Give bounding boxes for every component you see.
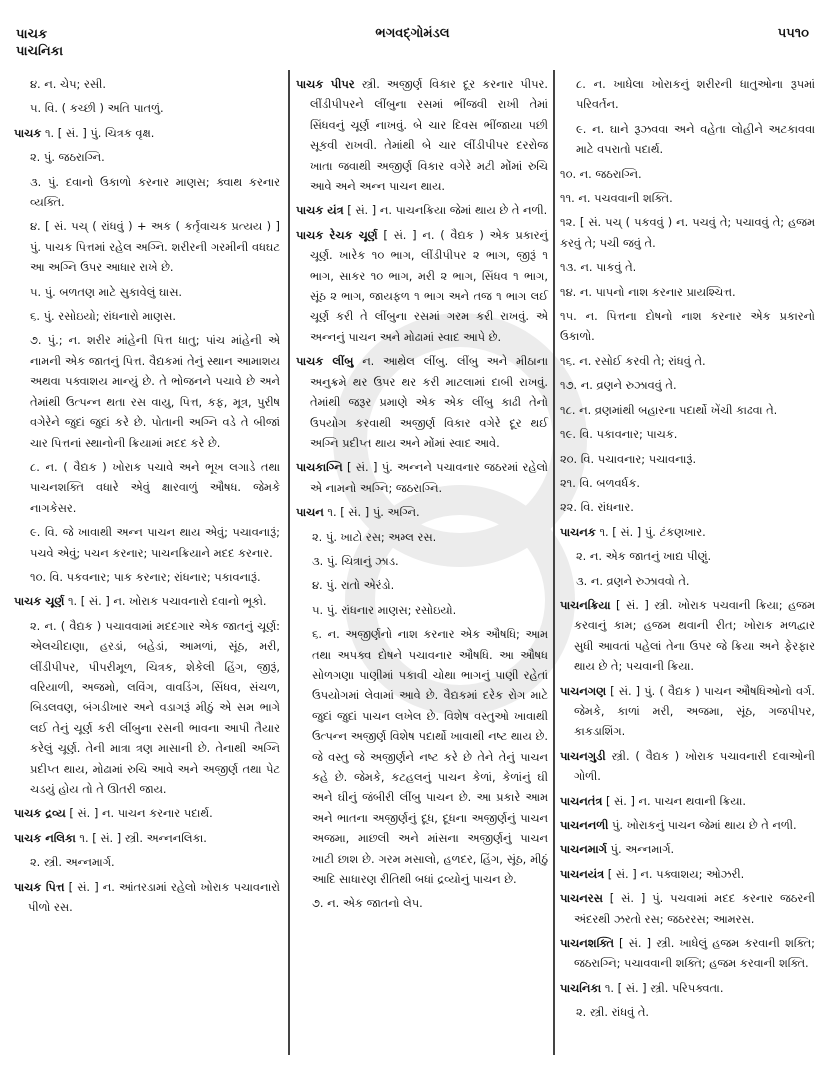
- sense-item: ૨. ન. એક જાતનું ખાદ્ય પીણું.: [576, 549, 712, 564]
- sense-item: ૧૭. ન. વ્રણને રુઝાવવું તે.: [560, 378, 677, 393]
- definition: ૧. [ સં. ] સ્ત્રી. પરિપક્વતા.: [601, 980, 724, 995]
- dictionary-entry: [296, 502, 548, 522]
- sense-item: ૨૦. વિ. પચાવનાર; પચાવનારૂં.: [560, 451, 697, 466]
- headword: પાચક પિત્ત: [14, 879, 65, 894]
- headword: પાચનિકા: [560, 980, 602, 995]
- sense-item: ૫. પું. બળતણ માટે સુકાવેલું ઘાસ.: [30, 284, 183, 299]
- sense-item: ૨. પું. ખાટો રસ; અમ્લ રસ.: [312, 529, 437, 544]
- headword: પાચનગણ: [560, 683, 607, 698]
- headword: પાચક નલિકા: [14, 830, 76, 845]
- headword: પાચનક: [560, 524, 596, 539]
- headword: પાચન: [296, 505, 324, 520]
- column-divider-2: [553, 70, 555, 1055]
- definition: ૧. [ સં. ] પું. અગ્નિ.: [323, 505, 420, 520]
- guide-word-last: પાચનિકા: [16, 44, 64, 59]
- sense-item: ૨૨. વિ. રાંધનાર.: [560, 500, 634, 515]
- page-header: [0, 26, 825, 70]
- definition: [ સં. ] ન. પાચન થવાની ક્રિયા.: [602, 793, 747, 808]
- definition: [ સં. ] સ્ત્રી. ખોરાક પચવાની ક્રિયા; હજમ કરવાનું કામ; હજમ થવાની રીત; ખોરાક મળદ્વાર સુધી આવતાં પહેલાં તેના ઉપર જે ક્રિયા અને ફેરફાર થાય છે તે; પચવાની ક્રિયા.: [574, 597, 815, 674]
- sense-item: ૧૨. [ સં. પચ્ ( પકવવું ) ન. પચવું તે; પચાવવું તે; હજમ કરવું તે; પચી જવું તે.: [560, 215, 815, 250]
- sense-item: ૧૦. વિ. પકવનાર; પાક કરનાર; રાંધનાર; પકાવનારૂં.: [30, 569, 261, 584]
- dictionary-entry: [560, 522, 815, 542]
- sense-item: ૧૦. ન. જઠરાગ્નિ.: [560, 166, 642, 181]
- definition: સ્ત્રી. અજીર્ણ વિકાર દૂર કરનાર પીપર. લીંડીપીપરને લીંબુના રસમાં ભીંજવી રાખી તેમાં સિંધવનું ચૂર્ણ નાખવું. બે ચાર દિવસ ભીંજાયા પછી સૂકવી રાખવી. તેમાંથી બે ચાર લીંડીપીપર દરરોજ ખાતા જવાથી અજીર્ણ વિકાર વગેરે મટી મોંમાં રુચિ આવે અને અન્ન પાચન થાય.: [310, 77, 548, 194]
- headword: પાચક પીપર: [296, 77, 355, 91]
- dictionary-entry: [14, 828, 280, 848]
- definition: [ સં. ] પું. અન્નને પચાવનાર જઠરમાં રહેલો એ નામનો અગ્નિ; જઠરાગ્નિ.: [310, 460, 548, 495]
- sense-item: ૪. પું. રાતો એરંડો.: [312, 578, 395, 593]
- headword: પાચનગુડી: [560, 748, 606, 763]
- definition: [ સં. ] પું. ( વૈદ્યક ) પાચન ઔષધિઓનો વર્ગ. જેમકે, કાળાં મરી, અજમા, સૂંઠ, ગજપીપર, કાકડાશિંગ.: [574, 683, 815, 739]
- dictionary-entry: [560, 864, 815, 884]
- definition: ૧. [ સં. ] પું. ટંકણખાર.: [595, 524, 706, 539]
- dictionary-entry: [560, 746, 815, 787]
- dictionary-entry: [560, 839, 815, 859]
- sense-item: ૬. પું. રસોઇયો; રાંધનારો માણસ.: [30, 309, 176, 324]
- sense-item: ૩. પું. ચિત્રાનું ઝાડ.: [312, 553, 399, 568]
- definition: [ સં. ] ન. પાચનક્રિયા જેમાં થાય છે તે નળી.: [343, 203, 548, 218]
- sense-item: ૨. સ્ત્રી. રાંધવું તે.: [576, 1005, 650, 1020]
- sense-item: ૫. વિ. ( કચ્છી ) અતિ પાતળું.: [30, 101, 164, 116]
- column-2: [296, 74, 548, 918]
- headword: પાચનરસ: [560, 891, 603, 906]
- definition: પું. અન્નમાર્ગ.: [606, 842, 675, 857]
- dictionary-entry: [296, 225, 548, 347]
- sense-item: ૧૫. ન. પિત્તના દોષનો નાશ કરનાર એક પ્રકારનો ઉકાળો.: [560, 309, 815, 344]
- dictionary-entry: [14, 803, 280, 823]
- dictionary-entry: [14, 591, 280, 611]
- definition: [ સં. ] ન. પક્વાશય; ઓઝરી.: [604, 866, 745, 881]
- page-number: ૫૫૧૦: [777, 26, 809, 41]
- guide-word-first: પાચક: [16, 27, 48, 42]
- sense-item: ૧૬. ન. રસોઈ કરવી તે; રાંધવું તે.: [560, 353, 706, 368]
- definition: ૧. [ સં. ] પું. ચિત્રક વૃક્ષ.: [41, 125, 155, 140]
- sense-item: ૧૩. ન. પાકવું તે.: [560, 260, 637, 275]
- headword: પાચક: [14, 125, 42, 140]
- sense-item: ૩. પું. દવાનો ઉકાળો કરનાર માણસ; ક્વાથ કરનાર વ્યક્તિ.: [30, 174, 280, 210]
- definition: ૧. [ સં. ] ન. ખોરાક પચાવનારો દવાનો ભૂકો.: [64, 594, 267, 609]
- dictionary-entry: [560, 815, 815, 835]
- headword: પાચનક્રિયા: [560, 597, 611, 612]
- sense-item: ૫. પું. રાંધનાર માણસ; રસોઇયો.: [312, 602, 457, 617]
- headword: પાચનમાર્ગ: [560, 842, 607, 857]
- headword: પાચનનળી: [560, 818, 609, 832]
- sense-item: ૧૪. ન. પાપનો નાશ કરનાર પ્રાયશ્ચિત્ત.: [560, 284, 736, 299]
- headword: પાચનયંત્ર: [560, 866, 605, 881]
- headword: પાચક લીંબુ: [296, 354, 354, 369]
- column-3: [560, 74, 815, 1027]
- dictionary-entry: [560, 595, 815, 677]
- dictionary-entry: [14, 877, 280, 918]
- sense-item: ૮. ન. ( વૈદ્યક ) ખોરાક પચાવે અને ભૂખ લગાડે તથા પાચનશક્તિ વધારે એવું ક્ષારવાળું ઔષધ. જેમકે નાગકેસર.: [30, 459, 280, 515]
- definition: પું. ખોરાકનું પાચન જેમાં થાય છે તે નળી.: [608, 818, 797, 832]
- definition: [ સં. ] ન. આંતરડામાં રહેલો ખોરાક પચાવનારો પીળો રસ.: [28, 879, 280, 915]
- sense-item: ૧૮. ન. વ્રણમાંથી બહારના પદાર્થો ખેંચી કાઢવા તે.: [560, 402, 778, 417]
- sense-item: ૮. ન. ખાધેલા ખોરાકનું શરીરની ધાતુઓના રૂપમાં પરિવર્તન.: [576, 77, 815, 112]
- sense-item: ૭. પું.; ન. શરીર માંહેની પિત્ત ધાતુ; પાંચ માંહેની એ નામની એક જાતનું પિત્ત. વૈદ્યકમાં તેનું સ્થાન આમાશય અથવા પક્વાશય માન્યું છે. તે ભોજનને પચાવે છે અને તેમાંથી ઉત્પન્ન થતા રસ વાયુ, પિત્ત, કફ, મૂત્ર, પુરીષ વગેરેને જુદાં જુદાં કરે છે. પોતાની અગ્નિ વડે તે બીજાં ચાર પિત્તનાં સ્થાનોની ક્રિયામાં મદદ કરે છે.: [30, 333, 280, 450]
- dictionary-entry: [296, 200, 548, 220]
- definition: [ સં. ] ન. ( વૈદ્યક ) એક પ્રકારનું ચૂર્ણ. ખારેક ૧૦ ભાગ, લીંડીપીપર ૨ ભાગ, જીરૂં ૧ ભાગ, સાકર ૧૦ ભાગ, મરી ૨ ભાગ, સિંધવ ૧ ભાગ, સૂંઠ ૨ ભાગ, જાયફળ ૧ ભાગ અને તજ ૧ ભાગ લઈ ચૂર્ણ કરી તે લીંબુના રસમાં ગરમ કરી રાખવું. એ અન્નનું પાચન અને મોઢામાં સ્વાદ આપે છે.: [310, 227, 548, 344]
- sense-item: ૬. ન. અજીર્ણનો નાશ કરનાર એક ઔષધિ; આમ તથા અપક્વ દોષને પચાવનાર ઔષધિ. આ ઔષધ સોળગણા પાણીમાં પકાવી ચોથા ભાગનું પાણી રહેતાં ઉપયોગમાં લેવામાં આવે છે. વૈદ્યકમાં દરેક રોગ માટે જુદાં જુદાં પાચન લખેલ છે. વિશેષ વસ્તુઓ ખાવાથી ઉત્પન્ન અજીર્ણ વિશેષ પદાર્થો ખાવાથી નષ્ટ થાય છે. જે વસ્તુ જે અજીર્ણને નષ્ટ કરે છે તેને તેનું પાચન કહે છે. જેમકે, કટહલનું પાચન કેળાં, કેળાંનું ઘી અને ઘીનું જંબીરી લીંબુ પાચન છે. આ પ્રકારે આમ અને ભાતના અજીર્ણનું દૂધ, દૂધના અજીર્ણનું પાચન અજમા, માછલી અને માંસના અજીર્ણનું પાચન ખાટી છાશ છે. ગરમ મસાલો, હળદર, હિંગ, સૂંઠ, મીઠું આદિ સાધારણ રીતિથી બધાં દ્રવ્યોનું પાચન છે.: [312, 627, 548, 887]
- definition: [ સં. ] પું. પચવામાં મદદ કરનાર જઠરની અંદરથી ઝરતો રસ; જઠરરસ; આમરસ.: [574, 891, 815, 926]
- dictionary-entry: [560, 791, 815, 811]
- sense-item: ૨. પું. જઠરાગ્નિ.: [30, 150, 105, 165]
- sense-item: ૯. વિ. જે ખાવાથી અન્ન પાચન થાય એવું; પચાવનારૂં; પચવે એવું; પચન કરનાર; પાચનક્રિયાને મદદ કરનાર.: [30, 525, 280, 560]
- sense-item: ૨. ન. ( વૈદ્યક ) પચાવવામાં મદદગાર એક જાતનું ચૂર્ણ: એલચીદાણા, હરડાં, બહેડાં, આમળાં, સૂંઠ, મરી, લીંડીપીપર, પીપરીમૂળ, ચિત્રક, શેકેલી હિંગ, જીરૂં, વરિયાળી, અજમો, લવિંગ, વાવડિંગ, સિંધવ, સંચળ, બિડલવણ, બંગડીખાર અને વડાગરૂં મીઠું એ સમ ભાગે લઈ તેનું ચૂર્ણ કરી લીંબુના રસની ભાવના આપી તૈયાર કરેલું ચૂર્ણ. તેની માત્રા ત્રણ માસાની છે. તેનાથી અગ્નિ પ્રદીપ્ત થાય, મોઢામાં રુચિ આવે અને અજીર્ણ તથા પેટ ચડયું હોય તો તે ઊતરી જાય.: [30, 618, 280, 796]
- dictionary-entry: [296, 457, 548, 498]
- sense-item: ૯. ન. ઘાને રૂઝવવા અને વહેતા લોહીને અટકાવવા માટે વપરાતો પદાર્થ.: [576, 121, 815, 157]
- definition: સ્ત્રી. ( વૈદ્યક ) ખોરાક પચાવનારી દવાઓની ગોળી.: [574, 748, 815, 784]
- headword: પાચકાગ્નિ: [296, 460, 343, 475]
- headword: પાચક યંત્ર: [296, 203, 344, 218]
- sense-item: ૭. ન. એક જાતનો લેપ.: [312, 896, 423, 911]
- dictionary-entry: [560, 933, 815, 974]
- headword: પાચનતંત્ર: [560, 793, 603, 808]
- column-1: [14, 74, 280, 921]
- sense-item: ૨. સ્ત્રી. અન્નમાર્ગ.: [30, 855, 115, 870]
- headword: પાચક ચૂર્ણ: [14, 594, 65, 609]
- sense-item: ૪. ન. ચેપ; રસી.: [30, 77, 106, 91]
- book-title: ભગવદ્ગોમંડલ: [375, 26, 450, 41]
- sense-item: ૩. ન. વ્રણને રુઝાવવો તે.: [576, 573, 690, 588]
- dictionary-entry: [14, 123, 280, 143]
- definition: [ સં. ] ન. પાચન કરનાર પદાર્થ.: [65, 806, 213, 821]
- dictionary-entry: [296, 351, 548, 453]
- headword: પાચક દ્રવ્ય: [14, 806, 66, 821]
- definition: ૧. [ સં. ] સ્ત્રી. અન્નનલિકા.: [75, 830, 207, 845]
- dictionary-entry: [560, 978, 815, 998]
- dictionary-entry: [560, 888, 815, 929]
- sense-item: ૨૧. વિ. બળવર્ધક.: [560, 475, 641, 490]
- headword: પાચનશક્તિ: [560, 936, 614, 951]
- definition: ન. આથેલ લીંબુ. લીંબુ અને મીઠાના અનુક્રમે થર ઉપર થર કરી માટલામાં દાબી રાખવું. તેમાંથી જરૂર પ્રમાણે એક એક લીંબુ કાઢી તેનો ઉપયોગ કરવાથી અજીર્ણ વિકાર વગેરે દૂર થઈ અગ્નિ પ્રદીપ્ત થાય અને મોંમાં સ્વાદ આવે.: [310, 354, 548, 450]
- sense-item: ૧૧. ન. પચવવાની શક્તિ.: [560, 191, 673, 206]
- dictionary-entry: [296, 74, 548, 196]
- definition: [ સં. ] સ્ત્રી. ખાધેલું હજમ કરવાની શક્તિ; જઠરાગ્નિ; પચાવવાની શક્તિ; હજમ કરવાની શક્તિ.: [574, 936, 815, 971]
- sense-item: ૪. [ સં. પચ્ ( રાંધવું ) + અક ( કર્તૃવાચક પ્રત્યય ) ] પું. પાચક પિત્તમાં રહેલ અગ્નિ. શરીરની ગરમીની વધઘટ આ અગ્નિ ઉપર આધાર રાખે છે.: [30, 219, 280, 275]
- headword: પાચક રેચક ચૂર્ણ: [296, 227, 378, 242]
- dictionary-entry: [560, 681, 815, 742]
- column-divider-1: [288, 70, 290, 1055]
- sense-item: ૧૯. વિ. પકાવનાર; પાચક.: [560, 427, 678, 442]
